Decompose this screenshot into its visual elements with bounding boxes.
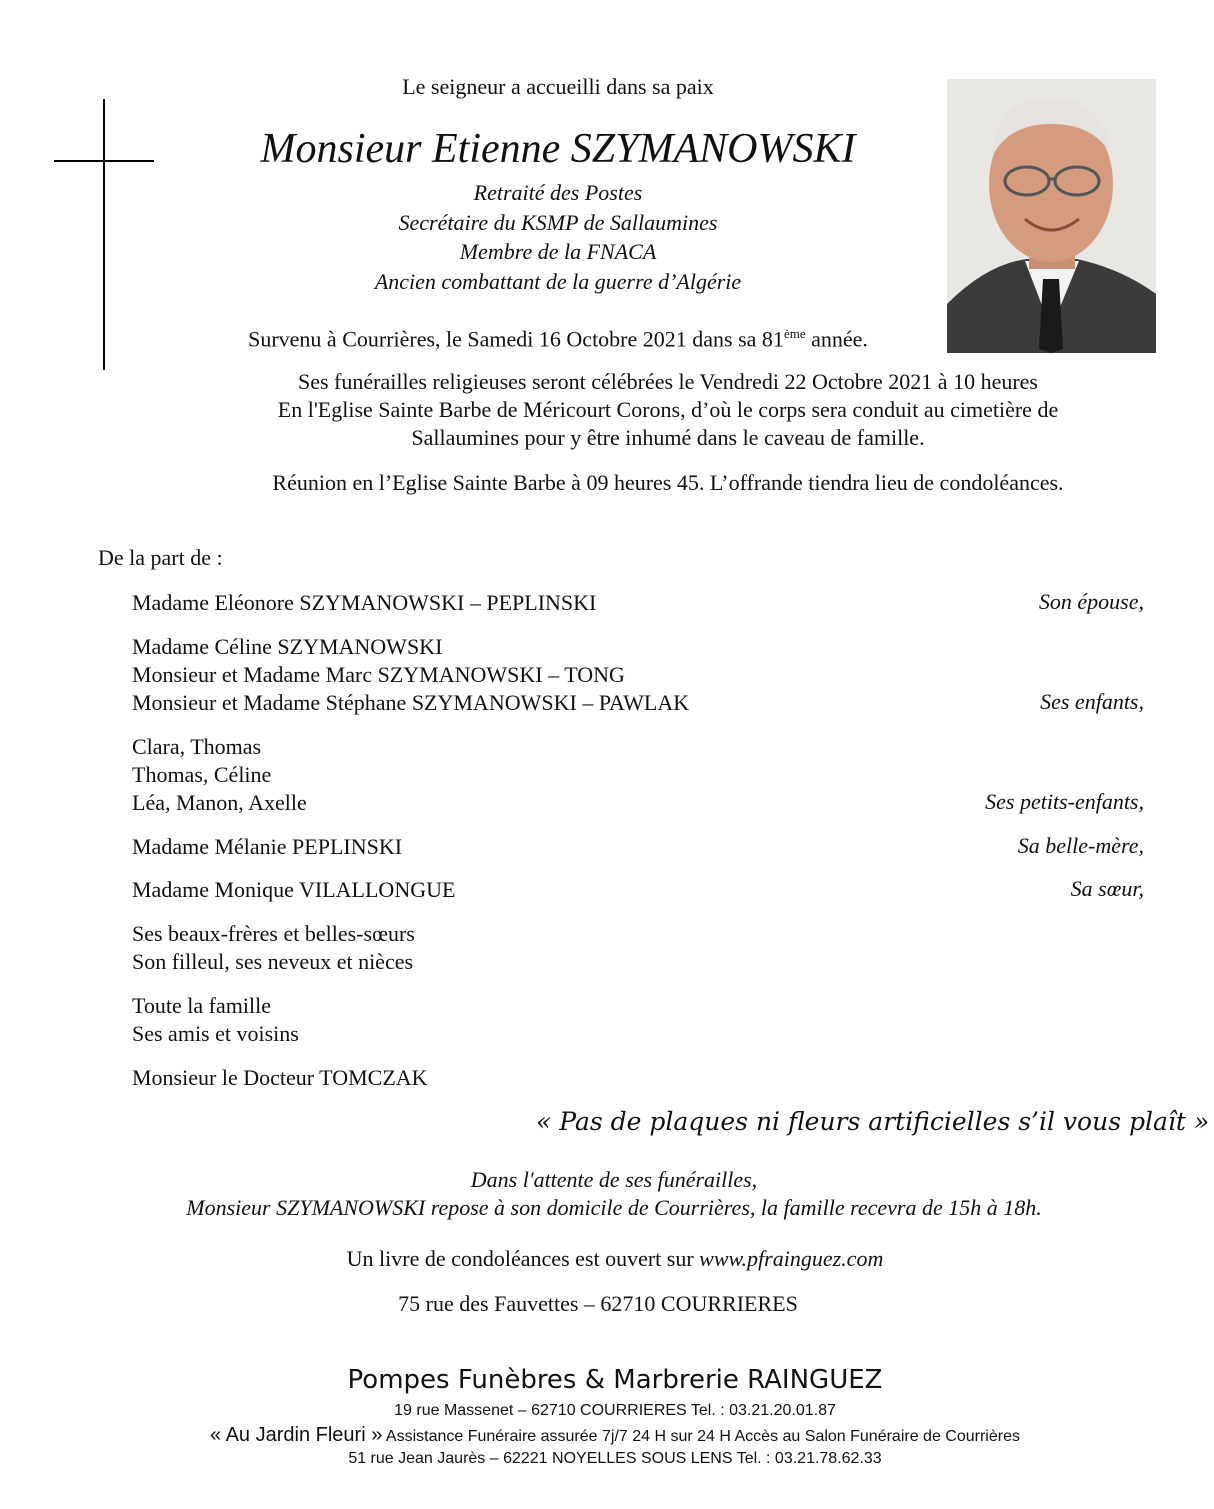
death-announcement [0,326,1116,352]
relation-label: Son épouse, [1038,589,1144,614]
wake-info [0,1166,1214,1222]
title-line: Retraité des Postes [473,180,643,205]
condolence-book [0,1246,1214,1272]
services-text: Assistance Funéraire assurée 7j/7 24 H sur 24 H Accès au Salon Funéraire de Courrières [382,1428,1020,1445]
wake-line: Dans l'attente de ses funérailles, [470,1167,758,1192]
flowers-request: « Pas de plaques ni fleurs artificielles s’il vous plaît » [536,1107,1210,1136]
company-address-2: 51 rue Jean Jaurès – 62221 NOYELLES SOUS LENS Tel. : 03.21.78.62.33 [348,1450,882,1467]
intro-line: Le seigneur a accueilli dans sa paix [402,74,714,99]
company-name: Pompes Funèbres & Marbrerie RAINGUEZ [347,1365,883,1395]
family-name: Monsieur le Docteur TOMCZAK [132,1065,428,1090]
from-label: De la part de : [98,545,223,570]
company-address-1: 19 rue Massenet – 62710 COURRIERES Tel. : 03.21.20.01.87 [394,1402,836,1419]
family-name: Clara, Thomas [132,734,262,759]
condolence-link[interactable]: www.pfrainguez.com [699,1246,884,1271]
death-text-end: année. [805,326,868,352]
family-name: Monsieur et Madame Stéphane SZYMANOWSKI – PAWLAK [132,690,690,715]
family-group-grandchildren [132,733,307,817]
family-name: Madame Monique VILALLONGUE [132,877,456,902]
portrait-photo [947,79,1156,353]
death-text: Survenu à Courrières, le Samedi 16 Octobre 2021 dans sa 81 [248,326,784,352]
relation-label: Ses enfants, [1040,689,1144,714]
company-services [0,1424,1214,1447]
family-group-in-laws [132,920,415,976]
family-group-spouse [132,589,596,617]
family-name: Madame Mélanie PEPLINSKI [132,834,403,859]
family-name: Son filleul, ses neveux et nièces [132,949,414,974]
family-name: Ses amis et voisins [132,1021,299,1046]
relation-label: Ses petits-enfants, [985,789,1144,814]
funeral-line: Sallaumines pour y être inhumé dans le caveau de famille. [411,425,925,450]
deceased-name: Monsieur Etienne SZYMANOWSKI [260,126,856,172]
family-name: Thomas, Céline [132,762,272,787]
funeral-line: En l'Eglise Sainte Barbe de Méricourt Corons, d’où le corps sera conduit au cimetière de [277,397,1059,422]
family-name: Monsieur et Madame Marc SZYMANOWSKI – TONG [132,662,625,687]
family-name: Léa, Manon, Axelle [132,790,307,815]
family-group-doctor [132,1064,428,1092]
relation-label: Sa belle-mère, [1017,833,1144,858]
relation-label: Sa sœur, [1070,876,1144,901]
funeral-line: Ses funérailles religieuses seront célébrées le Vendredi 22 Octobre 2021 à 10 heures [297,369,1038,394]
home-address: 75 rue des Fauvettes – 62710 COURRIERES [398,1291,798,1316]
title-line: Ancien combattant de la guerre d’Algérie [374,268,742,294]
title-line: Membre de la FNACA [459,239,657,264]
funeral-details [0,368,1214,452]
family-group-sister [132,876,455,904]
condolence-text: Un livre de condoléances est ouvert sur [346,1246,700,1271]
garden-name: « Au Jardin Fleuri » [210,1424,383,1446]
family-group-mother-in-law [132,833,402,861]
family-group-friends [132,992,299,1048]
family-name: Madame Eléonore SZYMANOWSKI – PEPLINSKI [132,590,597,615]
family-group-children [132,633,689,717]
family-name: Toute la famille [132,993,271,1018]
death-superscript: ème [783,326,806,341]
wake-line: Monsieur SZYMANOWSKI repose à son domicile de Courrières, la famille recevra de 15h à 18h. [186,1195,1042,1220]
title-line: Secrétaire du KSMP de Sallaumines [398,209,718,235]
meeting-line: Réunion en l’Eglise Sainte Barbe à 09 heures 45. L’offrande tiendra lieu de condoléances. [272,470,1064,495]
family-name: Madame Céline SZYMANOWSKI [132,634,443,659]
family-name: Ses beaux-frères et belles-sœurs [132,921,415,946]
